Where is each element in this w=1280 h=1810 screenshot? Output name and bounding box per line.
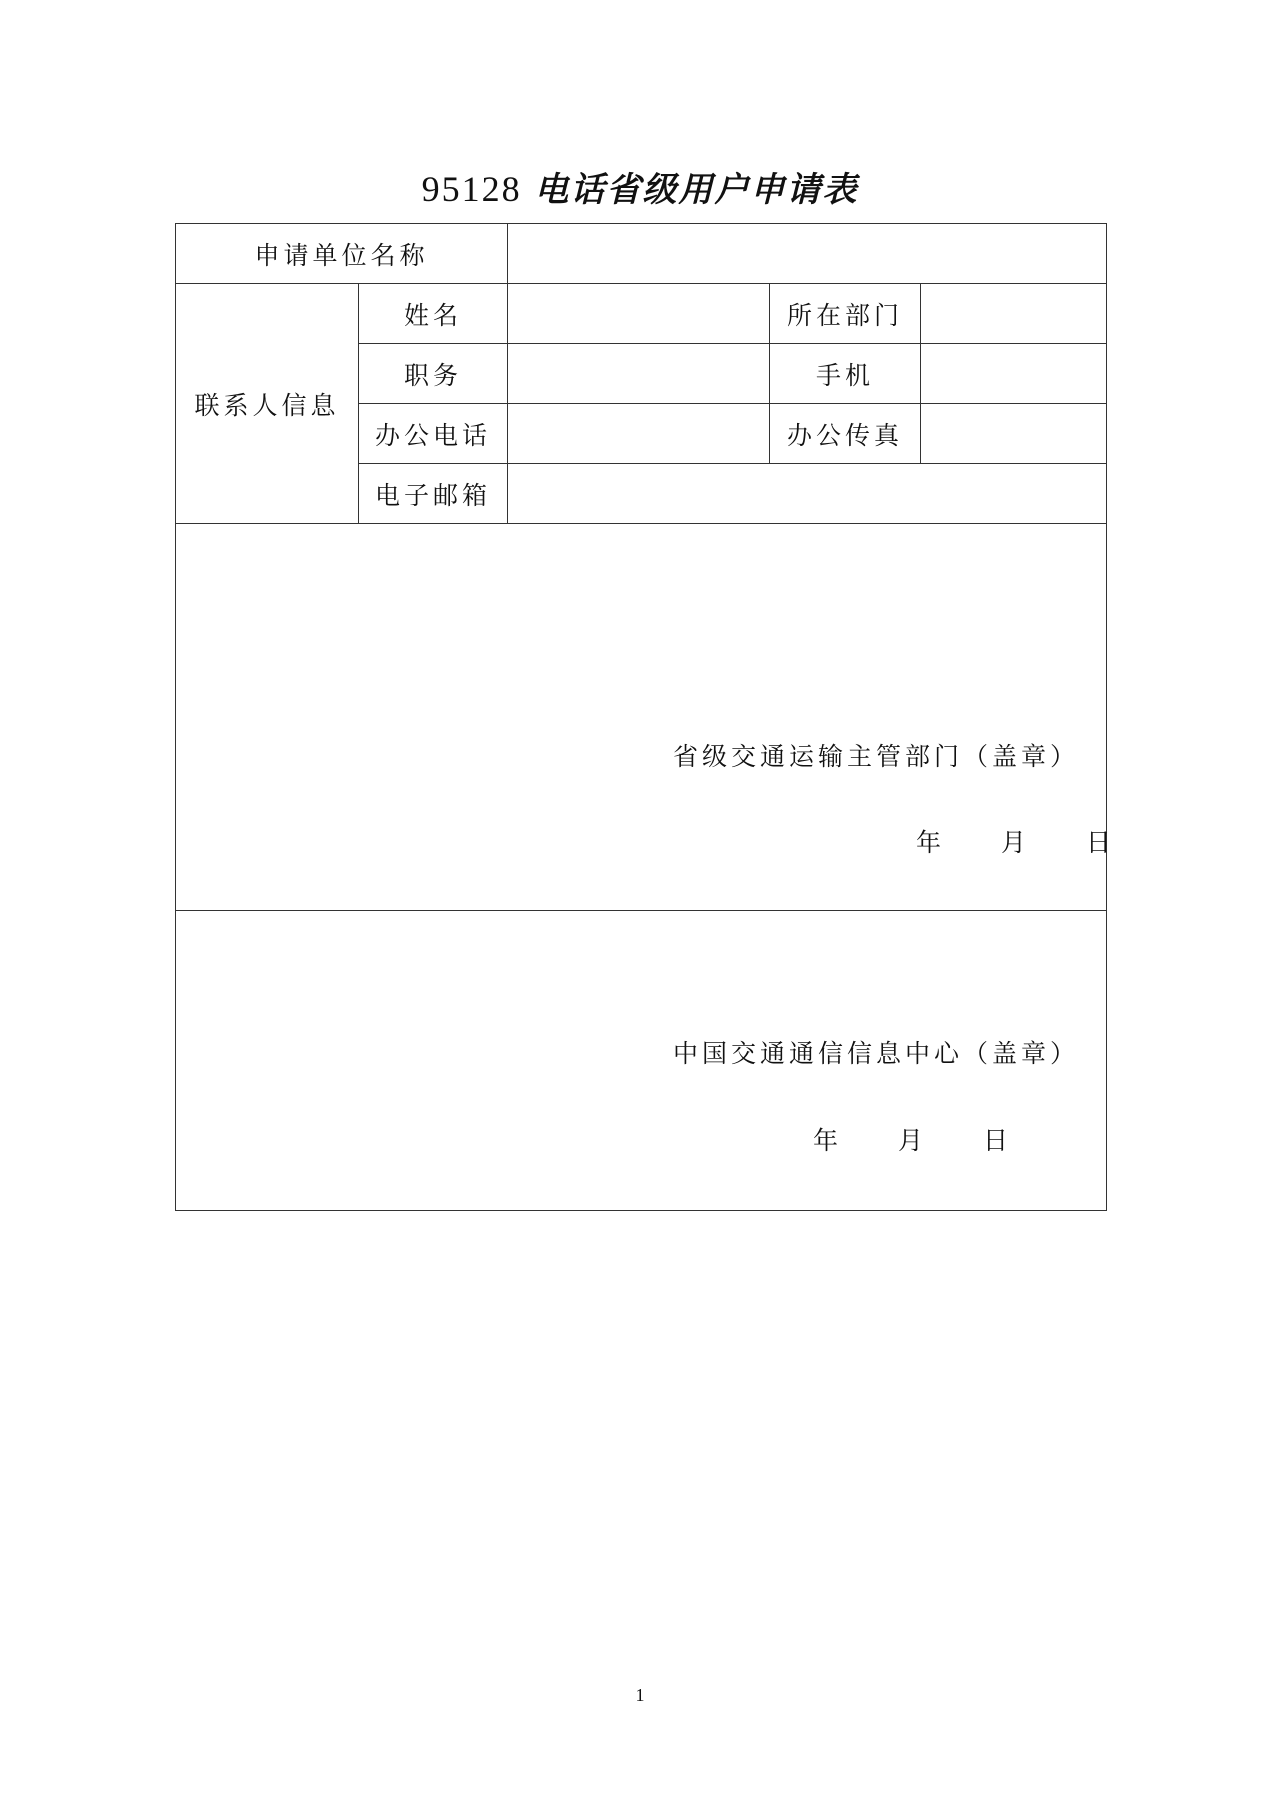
provincial-day: 日 bbox=[1085, 828, 1115, 857]
office-fax-label: 办公传真 bbox=[770, 404, 921, 464]
name-label: 姓名 bbox=[359, 284, 508, 344]
center-date bbox=[813, 1121, 1012, 1157]
title-text: 电话省级用户申请表 bbox=[534, 170, 859, 210]
application-form-table bbox=[175, 223, 1115, 1211]
provincial-year: 年 bbox=[916, 828, 946, 857]
center-month: 月 bbox=[897, 1126, 927, 1155]
provincial-month: 月 bbox=[1000, 828, 1030, 857]
center-year: 年 bbox=[813, 1126, 843, 1155]
provincial-approval-cell[interactable] bbox=[176, 524, 1115, 911]
email-field[interactable] bbox=[508, 464, 1107, 524]
applicant-unit-field[interactable] bbox=[508, 224, 1107, 284]
provincial-org-label: 省级交通运输主管部门（盖章） bbox=[673, 742, 1080, 771]
office-fax-field[interactable] bbox=[921, 404, 1107, 464]
center-org-label: 中国交通通信信息中心（盖章） bbox=[673, 1039, 1080, 1068]
office-phone-label: 办公电话 bbox=[359, 404, 508, 464]
provincial-date bbox=[916, 823, 1115, 859]
contact-row-name bbox=[176, 284, 1107, 344]
department-field[interactable] bbox=[921, 284, 1107, 344]
page-number: 1 bbox=[635, 1685, 645, 1705]
center-day: 日 bbox=[982, 1126, 1012, 1155]
provincial-approval-row bbox=[176, 524, 1107, 911]
center-approval-cell[interactable] bbox=[176, 911, 1107, 1211]
position-field[interactable] bbox=[508, 344, 770, 404]
applicant-unit-row bbox=[176, 224, 1107, 284]
mobile-field[interactable] bbox=[921, 344, 1107, 404]
position-label: 职务 bbox=[359, 344, 508, 404]
office-phone-field[interactable] bbox=[508, 404, 770, 464]
mobile-label: 手机 bbox=[770, 344, 921, 404]
center-approval-row bbox=[176, 911, 1107, 1211]
name-field[interactable] bbox=[508, 284, 770, 344]
department-label: 所在部门 bbox=[770, 284, 921, 344]
email-label: 电子邮箱 bbox=[359, 464, 508, 524]
title-number: 95128 bbox=[421, 169, 522, 209]
page-title bbox=[0, 162, 1280, 211]
applicant-unit-label: 申请单位名称 bbox=[176, 224, 508, 284]
contact-group-label: 联系人信息 bbox=[176, 284, 359, 524]
